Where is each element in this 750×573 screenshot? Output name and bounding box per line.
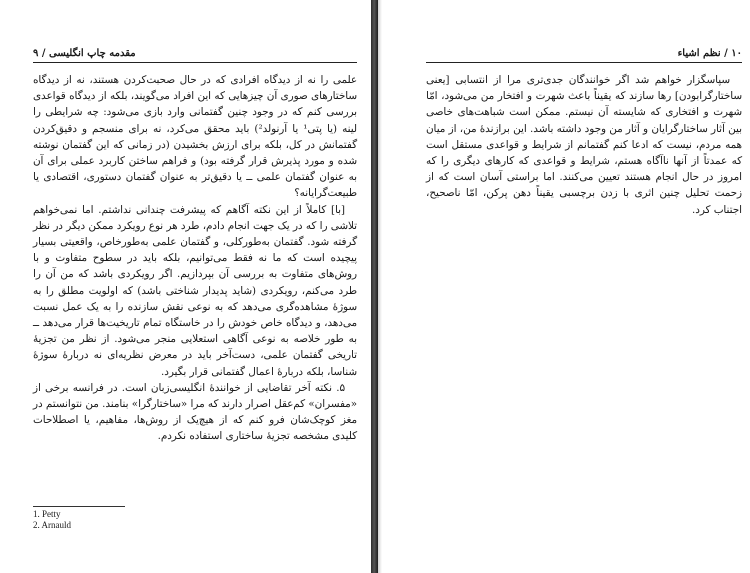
footnote: 2. Arnauld xyxy=(33,520,71,530)
header-rule xyxy=(426,62,742,63)
paragraph: [با] کاملاً از این نکته آگاهم که پیشرفت چندانی نداشتم. اما نمی‌خواهم تلاشی را که در یک جهت انجام دادم، طرد هر نوع رویکرد ممکن دیگر در نظر گرفته شود. گفتمان به‌طورکلی، و گفتمان علمی به‌طورخاص، واقعیتی بسیار پیچیده است که ما نه فقط می‌توانیم، بلکه باید در سطوح متفاوت و با روش‌های متفاوت به بررسی آن بپردازیم. اگر رویکردی باشد که من آن را طرد می‌کنم، رویکردی (شاید پدیدار شناختی باشد) که اولویت مطلق را به سوژهٔ مشاهده‌گری می‌دهد که به نوعی نقش سازنده را به یک عمل نسبت می‌دهد، و دیدگاه خاص خودش را در خاستگاه تمام تاریخیت‌ها قرار می‌دهد ــ به طور خلاصه به نوعی آگاهی استعلایی منجر می‌شود. از نظر من تجزیهٔ تاریخی گفتمان علمی، دست‌آخر باید در معرض نظریه‌ای نه دربارهٔ سوژهٔ شناسا، بلکه دربارهٔ اعمال گفتمانی قرار بگیرد. xyxy=(33,203,357,378)
paragraph: علمی را نه از دیدگاه افرادی که در حال صحبت‌کردن هستند، نه از دیدگاه ساختارهای صوری آن چیزهایی که این افراد می‌گویند، بلکه از دیدگاه قواعدی بررسی کنم که در وجود چنین گفتمانی وارد بازی می‌شود: چه شرایطی را لینه (یا پتی¹ یا آرنولد²) باید محقق می‌کرد، نه برای منسجم و دقیق‌کردن گفتمانش در کل، بلکه برای ارزش بخشیدن (در زمانی که این گفتمان نوشته شده و مورد پذیرش قرار گرفته بود) و فراهم ساختن کاربرد عملی برای آن به عنوان گفتمان علمی ــ یا دقیق‌تر به عنوان گفتمان دستوری، اقتصادی یا طبیعت‌گرایانه؟ xyxy=(33,74,357,200)
footnote: 1. Petty xyxy=(33,509,61,519)
gutter-shadow xyxy=(378,0,382,573)
running-header-right xyxy=(426,48,742,62)
paragraph: ۵. نکته آخر تقاضایی از خوانندهٔ انگلیسی‌زبان است. در فرانسه برخی از «مفسران» کم‌عقل اصرار دارند که مرا «ساختارگرا» بنامند. من نتوانستم در مغز کوچک‌شان فرو کنم که از هیچ‌یک از روش‌ها، مفاهیم، یا اصطلاحات کلیدی مشخصه تجزیهٔ ساختاری استفاده نکردم. xyxy=(33,381,357,443)
left-body-text xyxy=(33,72,357,445)
running-header-left xyxy=(33,48,357,62)
header-title: ۱۰ / نظم اشیاء xyxy=(677,48,742,59)
right-body-text xyxy=(426,72,742,218)
right-page xyxy=(378,0,750,573)
header-title: مقدمه چاپ انگلیسی / ۹ xyxy=(33,48,136,59)
paragraph: سپاسگزار خواهم شد اگر خوانندگان جدی‌تری مرا از انتسابی [یعنی ساختارگرابودن] رها سازند که یقیناً باعث شهرت و افتخار من می‌شود، امّا شهرت و افتخاری که شایسته آن نیستم. ممکن است شباهت‌های خاصی بین آثار ساختارگرایان و آثار من وجود داشته باشد. این برازندهٔ من، از میان همه مردم، نیست که ادعا کنم گفتمانم از شرایط و قواعدی مستقل است که عمدتاً از آنها ناآگاه هستم، شرایط و قواعدی که کارهای دیگری را که امروز در حال انجام هستند تعیین می‌کنند. اما براستی آسان است که از زحمت تحلیل چنین اثری با زدن برچسبی یقیناً دهن پرکن، امّا ناصحیح، اجتناب کرد. xyxy=(426,74,742,216)
footnotes xyxy=(33,509,71,531)
footnote-rule xyxy=(33,506,125,507)
header-rule xyxy=(33,62,357,63)
left-page xyxy=(0,0,371,573)
book-gutter xyxy=(371,0,378,573)
